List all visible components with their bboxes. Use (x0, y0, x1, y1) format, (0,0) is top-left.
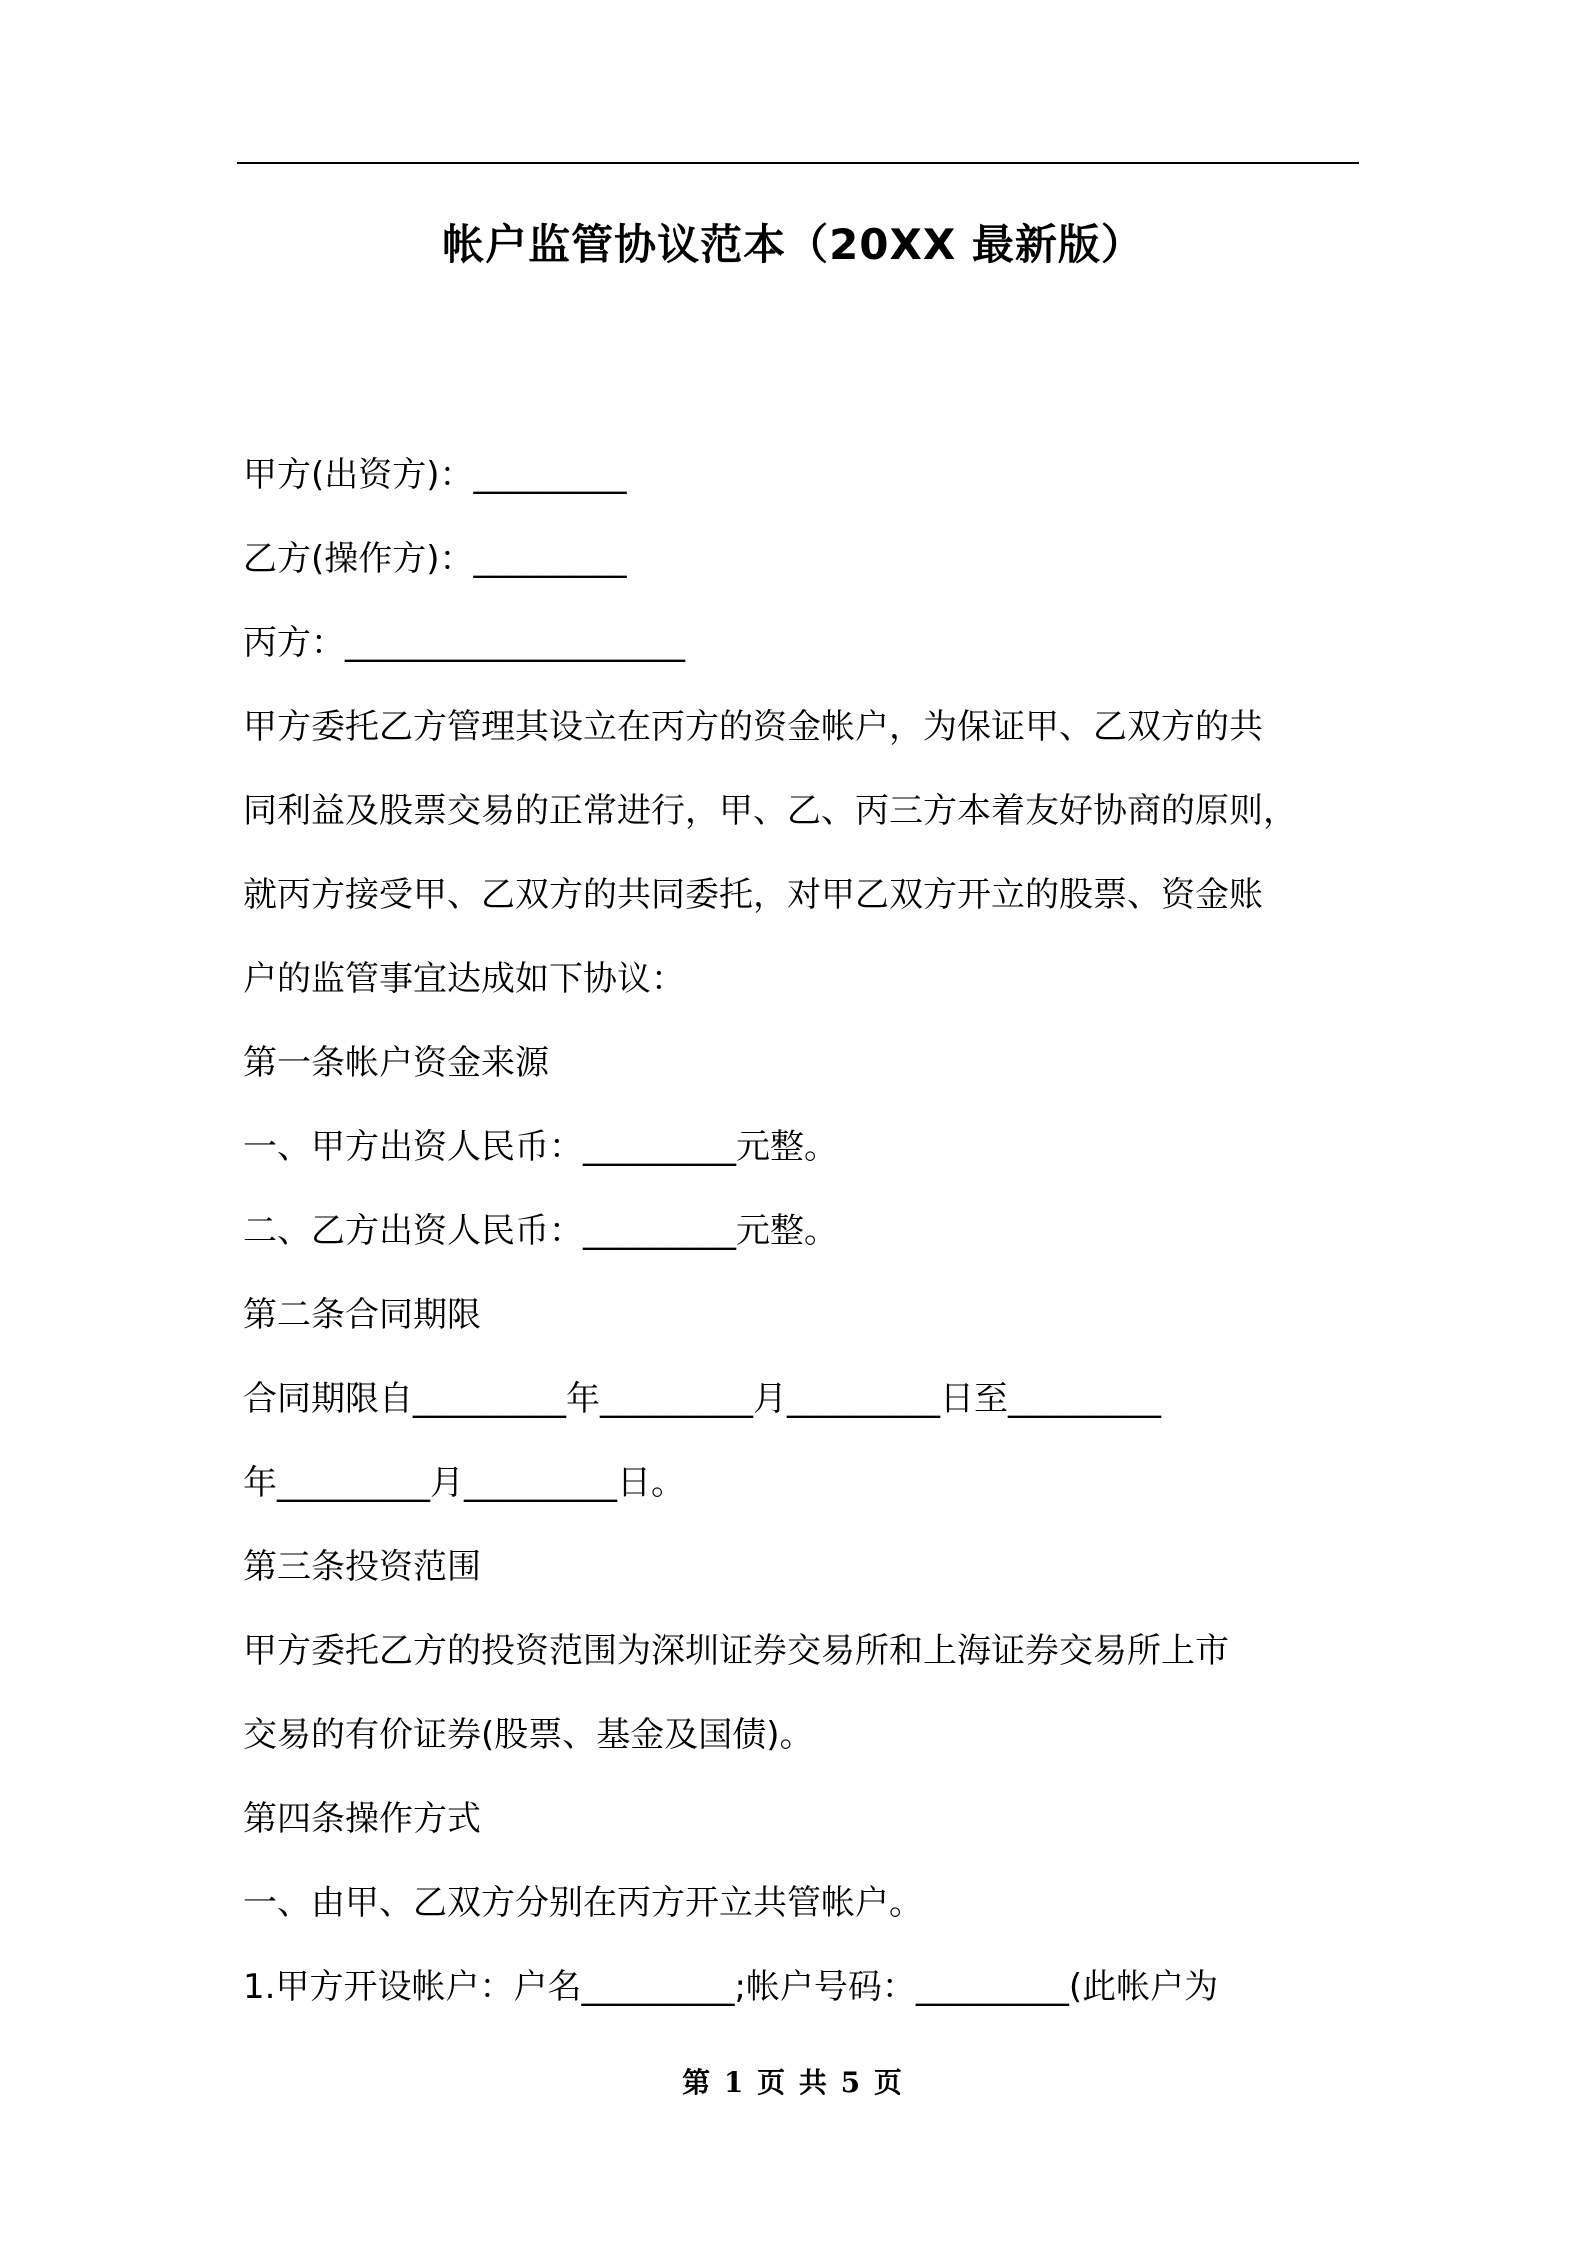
clause-line: 合同期限自_________年_________月_________日至_________ (243, 1379, 1161, 1419)
party-c-line: 丙方：____________________ (243, 623, 685, 663)
preamble-line: 就丙方接受甲、乙双方的共同委托，对甲乙双方开立的股票、资金账 (243, 875, 1263, 915)
article-heading: 第二条合同期限 (243, 1295, 481, 1335)
clause-line: 甲方委托乙方的投资范围为深圳证券交易所和上海证券交易所上市 (243, 1631, 1229, 1671)
article-heading: 第四条操作方式 (243, 1799, 481, 1839)
clause-line: 交易的有价证券(股票、基金及国债)。 (243, 1715, 814, 1755)
header-rule (237, 162, 1359, 164)
clause-line: 1.甲方开设帐户：户名_________;帐户号码：_________(此帐户为 (243, 1967, 1219, 2007)
document-title: 帐户监管协议范本（20XX 最新版） (442, 220, 1144, 269)
party-b-line: 乙方(操作方)：_________ (243, 539, 627, 579)
clause-line: 一、由甲、乙双方分别在丙方开立共管帐户。 (243, 1883, 923, 1923)
clause-line: 一、甲方出资人民币：_________元整。 (243, 1127, 838, 1167)
preamble-line: 甲方委托乙方管理其设立在丙方的资金帐户，为保证甲、乙双方的共 (243, 707, 1263, 747)
document-body (243, 433, 1363, 2029)
article-heading: 第三条投资范围 (243, 1547, 481, 1587)
party-a-line: 甲方(出资方)：_________ (243, 455, 627, 495)
clause-line: 二、乙方出资人民币：_________元整。 (243, 1211, 838, 1251)
article-heading: 第一条帐户资金来源 (243, 1043, 549, 1083)
preamble-line: 户的监管事宜达成如下协议： (243, 959, 685, 999)
clause-line: 年_________月_________日。 (243, 1463, 685, 1503)
preamble-line: 同利益及股票交易的正常进行，甲、乙、丙三方本着友好协商的原则， (243, 791, 1297, 831)
page-number-footer: 第 1 页 共 5 页 (682, 2066, 904, 2099)
